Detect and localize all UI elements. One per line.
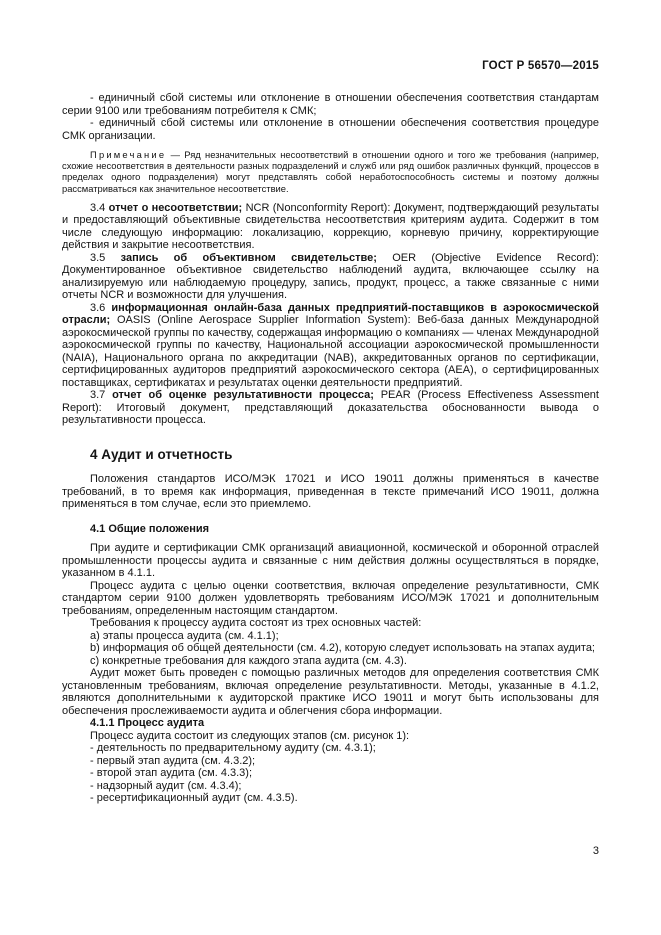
term-3-5 bbox=[62, 252, 599, 302]
section-4-intro: Положения стандартов ИСО/МЭК 17021 и ИСО 19011 должны применяться в качестве требований, в то время как информация, приведенная в тексте примечаний ИСО 19011, должна применяться в том случае, если это приемлемо. bbox=[62, 473, 599, 511]
term-definition: NCR (Nonconformity Report): Документ, подтверждающий результаты и предоставляющий объективные свидетельства несоответствия критериям аудита. Содержит в том числе следующую информацию: локализацию, коррекцию, корневую причину, корректирующие действия и закрытие несоответствия. bbox=[62, 201, 599, 252]
term-number: 3.7 bbox=[90, 389, 113, 402]
section-4-1-p4: Аудит может быть проведен с помощью различных методов для определения соответствия СМК установленным требованиям, включая определение результативности. Методы, указанные в 4.1.2, являются дополнительными к аудиторской практике ИСО 19011 и могут быть использованы для обеспечения прослеживаемости аудита и облегчения сбора информации. bbox=[62, 667, 599, 717]
term-definition: PEAR (Process Effectiveness Assessment Report): Итоговый документ, представляющий доказательства обоснованности вывода о результативности процесса. bbox=[62, 389, 599, 427]
section-4-1-p3: Требования к процессу аудита состоят из трех основных частей: bbox=[90, 617, 422, 630]
stage-item: - надзорный аудит (см. 4.3.4); bbox=[90, 779, 242, 792]
section-4-title: 4 Аудит и отчетность bbox=[90, 446, 233, 462]
section-4-1-1-title: 4.1.1 Процесс аудита bbox=[90, 717, 205, 730]
term-number: 3.5 bbox=[90, 251, 121, 264]
section-4-1-title: 4.1 Общие положения bbox=[90, 522, 210, 535]
page-number: 3 bbox=[592, 845, 599, 857]
intro-item-1: - единичный сбой системы или отклонение в отношении обеспечения соответствия стандартам серии 9100 или требованиям потребителя к СМК; bbox=[62, 92, 599, 117]
note-text: — Ряд незначительных несоответствий в отношении одного и того же требования (например, схожие несоответствия в деятельности разных подразделений и служб или ряд ошибок различных функций, процессов в пределах одного подразделения) могут представлять собой неработоспособность системы и поэтому должны рассматриваться как значительное несоответствие. bbox=[62, 149, 599, 194]
stage-item: - ресертификационный аудит (см. 4.3.5). bbox=[90, 792, 298, 805]
audit-part-a: a) этапы процесса аудита (см. 4.1.1); bbox=[90, 629, 279, 642]
note-label: Примечание bbox=[90, 149, 167, 160]
section-4-1-1-intro: Процесс аудита состоит из следующих этапов (см. рисунок 1): bbox=[90, 729, 410, 742]
document-body bbox=[62, 92, 599, 805]
audit-part-b: b) информация об общей деятельности (см. 4.2), которую следует использовать на этапах аудита; bbox=[90, 642, 595, 655]
standard-header: ГОСТ Р 56570—2015 bbox=[482, 60, 599, 72]
term-3-6 bbox=[62, 302, 599, 390]
term-name: запись об объективном свидетельстве; bbox=[120, 251, 377, 264]
term-3-4 bbox=[62, 202, 599, 252]
term-name: отчет об оценке результативности процесса; bbox=[112, 389, 374, 402]
stage-item: - деятельность по предварительному аудиту (см. 4.3.1); bbox=[90, 742, 376, 755]
intro-item-2: - единичный сбой системы или отклонение в отношении обеспечения соответствия процедуре СМК организации. bbox=[62, 117, 599, 142]
term-name: информационная онлайн-база данных предприятий-поставщиков в аэрокосмической отрасли; bbox=[62, 301, 599, 327]
section-4-1-p2: Процесс аудита с целью оценки соответствия, включая определение результативности, СМК стандартом серии 9100 должен удовлетворять требованиям ИСО/МЭК 17021 и дополнительным требованиям, определенным настоящим стандартом. bbox=[62, 579, 599, 617]
term-number: 3.4 bbox=[90, 201, 109, 214]
term-definition: OER (Objective Evidence Record): Документированное объективное свидетельство наблюдений аудита, включающее ссылку на анализируемую или наблюдаемую процедуру, запись, продукт, процесс, а также связанные с ними отчеты NCR и возможности для улучшения. bbox=[62, 251, 599, 302]
section-4-1-p1: При аудите и сертификации СМК организаций авиационной, космической и оборонной отраслей промышленности процессы аудита и связанные с ним действия должны осуществляться в порядке, указанном в 4.1.1. bbox=[62, 542, 599, 580]
stage-item: - первый этап аудита (см. 4.3.2); bbox=[90, 754, 256, 767]
stage-item: - второй этап аудита (см. 4.3.3); bbox=[90, 767, 253, 780]
term-number: 3.6 bbox=[90, 301, 112, 314]
audit-part-c: c) конкретные требования для каждого этапа аудита (см. 4.3). bbox=[90, 654, 407, 667]
note-paragraph bbox=[62, 149, 599, 194]
term-3-7 bbox=[62, 389, 599, 427]
term-name: отчет о несоответствии; bbox=[108, 201, 243, 214]
term-definition: OASIS (Online Aerospace Supplier Information System): Веб-база данных Международной аэрокосмической группы по качеству, содержащая информацию о компаниях — членах Международной аэрокосмической группы по качеству, Национальной ассоциации аэрокосмической промышленности (NAIA), Национального органа по аккредитации (NAB), аккредитованных органов по сертификации, сертифицированных аудиторов предприятий аэрокосмического сектора (AEA), о сертифицированных поставщиках, сертификатах и результатах оценки деятельности предприятий. bbox=[62, 314, 599, 389]
